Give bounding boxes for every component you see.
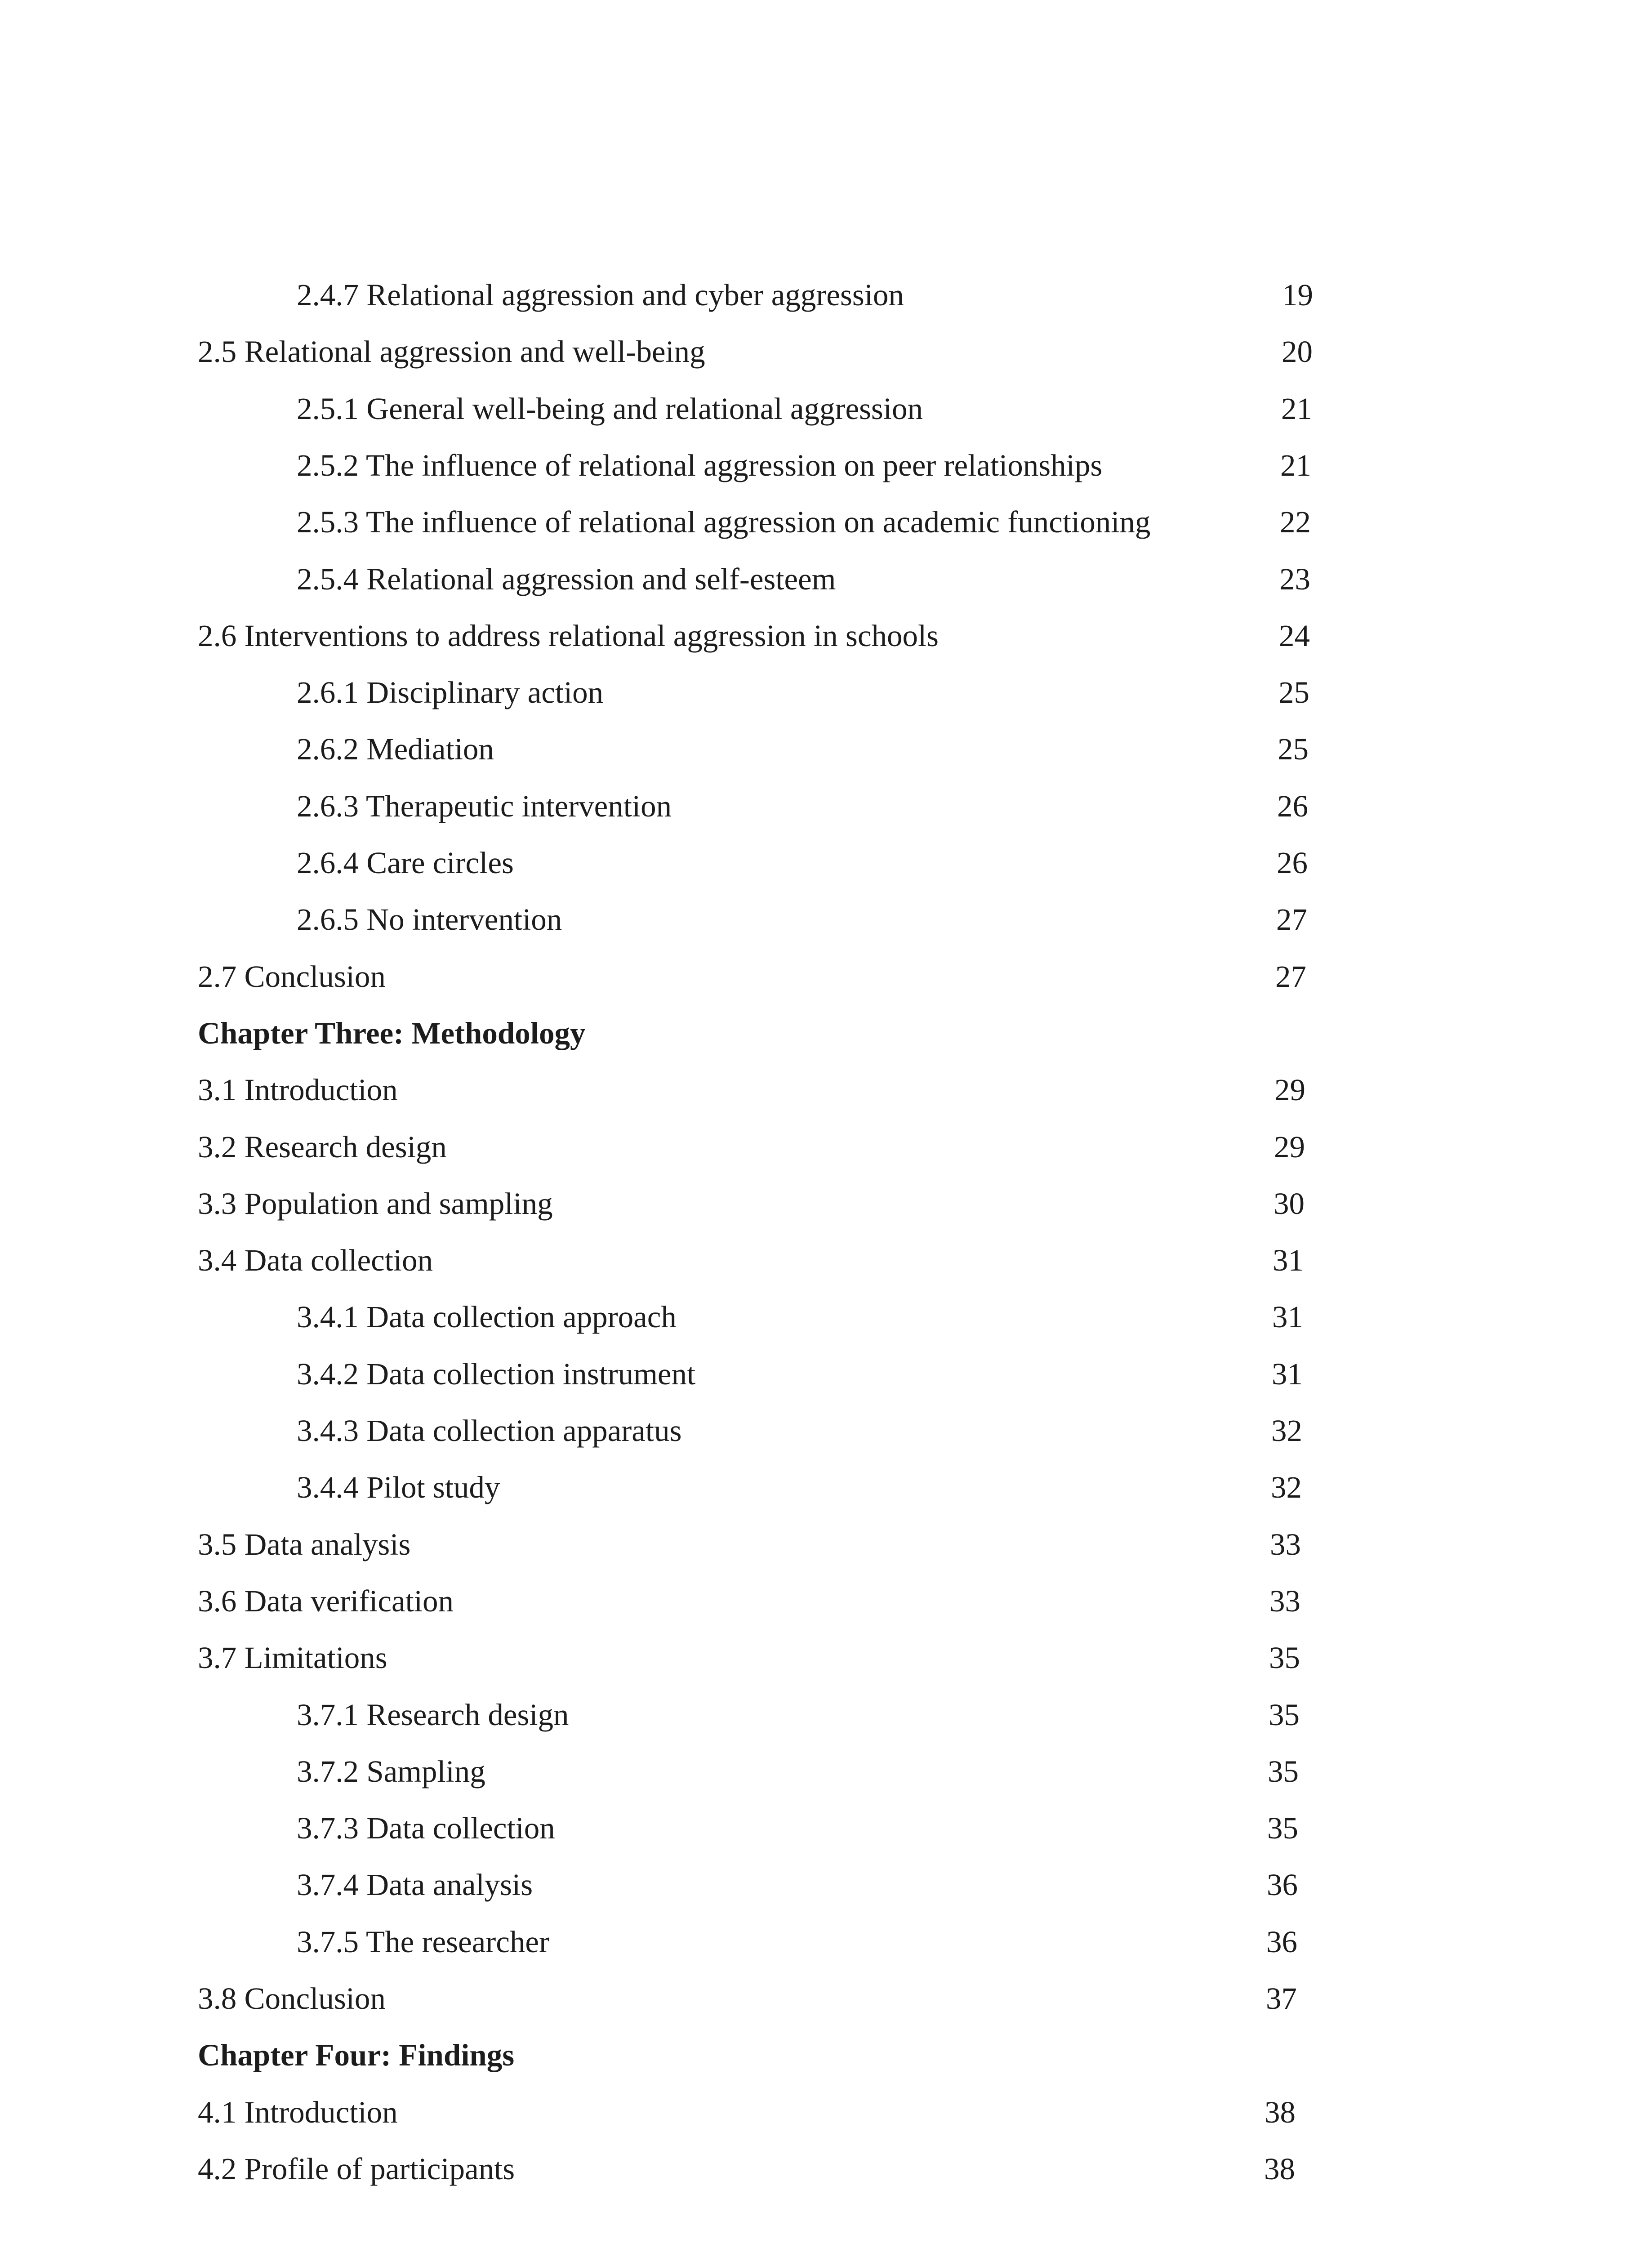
toc-entry-label: 3.7.1 Research design — [297, 1698, 569, 1732]
toc-page-number: 35 — [1269, 1698, 1300, 1732]
toc-page-number: 35 — [1268, 1754, 1299, 1789]
toc-entry-label: 2.5.3 The influence of relational aggression on academic functioning — [297, 505, 1151, 539]
toc-page-number: 31 — [1273, 1243, 1304, 1277]
toc-page-number: 30 — [1274, 1186, 1305, 1221]
toc-entry-label: 2.5.2 The influence of relational aggression on peer relationships — [297, 448, 1103, 482]
toc-entry-label: 2.5.4 Relational aggression and self-esteem — [297, 562, 836, 596]
toc-entry-label: 2.6.1 Disciplinary action — [297, 675, 604, 709]
toc-entry-label: 3.7 Limitations — [198, 1641, 387, 1675]
toc-entry-label: 3.8 Conclusion — [198, 1981, 386, 2016]
toc-entry-label: 3.1 Introduction — [198, 1073, 398, 1107]
toc-entry-label: 3.4.1 Data collection approach — [297, 1300, 677, 1334]
toc-page-number: 31 — [1272, 1357, 1303, 1391]
toc-page-number: 20 — [1282, 335, 1313, 369]
toc-entry-label: 3.7.2 Sampling — [297, 1754, 485, 1789]
toc-entry-label: 4.2 Profile of participants — [198, 2152, 515, 2186]
toc-entry-label: 2.6.3 Therapeutic intervention — [297, 789, 672, 823]
toc-entry-label: 2.7 Conclusion — [198, 959, 386, 994]
toc-entry-label: 3.7.5 The researcher — [297, 1925, 549, 1959]
toc-entry-label: 3.5 Data analysis — [198, 1527, 411, 1561]
toc-page-number: 23 — [1279, 562, 1310, 596]
toc-page-number: 33 — [1270, 1527, 1301, 1561]
toc-entry-label: 2.5 Relational aggression and well-being — [198, 335, 705, 369]
toc-entry-label: 3.4.2 Data collection instrument — [297, 1357, 696, 1391]
toc-page-number: 19 — [1282, 278, 1313, 312]
toc-entry-label: 3.4.4 Pilot study — [297, 1470, 500, 1504]
toc-page-number: 26 — [1277, 846, 1308, 880]
toc-page-number: 37 — [1266, 1981, 1297, 2016]
toc-page-number: 24 — [1279, 619, 1310, 653]
toc-entry-label: 3.7.3 Data collection — [297, 1811, 555, 1845]
toc-page-number: 36 — [1267, 1868, 1298, 1902]
toc-entry-label: 3.6 Data verification — [198, 1584, 454, 1618]
toc-page-number: 32 — [1271, 1414, 1302, 1448]
chapter-heading-label: Chapter Three: Methodology — [198, 1016, 586, 1050]
toc-page-number: 29 — [1274, 1130, 1305, 1164]
toc-entry-label: 2.4.7 Relational aggression and cyber aggression — [297, 278, 904, 312]
toc-page-number: 35 — [1269, 1641, 1300, 1675]
toc-entry-label: 3.4.3 Data collection apparatus — [297, 1414, 682, 1448]
toc-page-number: 27 — [1276, 902, 1307, 937]
chapter-heading-label: Chapter Four: Findings — [198, 2038, 515, 2072]
toc-page-number: 29 — [1274, 1073, 1305, 1107]
toc-entry-label: 2.6 Interventions to address relational aggression in schools — [198, 619, 939, 653]
toc-entry-label: 3.2 Research design — [198, 1130, 447, 1164]
toc-page-number: 27 — [1275, 959, 1306, 994]
toc-page-number: 22 — [1280, 505, 1311, 539]
toc-page-number: 21 — [1280, 448, 1311, 482]
toc-page-number: 36 — [1266, 1925, 1297, 1959]
toc-page-number: 38 — [1264, 2152, 1295, 2186]
toc-entry-label: 2.6.2 Mediation — [297, 732, 494, 766]
toc-entry-label: 2.6.5 No intervention — [297, 902, 562, 937]
toc-entry-label: 2.6.4 Care circles — [297, 846, 514, 880]
toc-page-number: 35 — [1267, 1811, 1298, 1845]
toc-page-number: 26 — [1277, 789, 1308, 823]
toc-page-number: 25 — [1278, 732, 1309, 766]
toc-page-number: 33 — [1269, 1584, 1300, 1618]
toc-page-number: 31 — [1272, 1300, 1303, 1334]
toc-entry-label: 3.7.4 Data analysis — [297, 1868, 533, 1902]
toc-page-number: 25 — [1278, 675, 1309, 709]
toc-entry-label: 3.3 Population and sampling — [198, 1186, 553, 1221]
toc-page-number: 32 — [1271, 1470, 1302, 1504]
toc-entry-label: 4.1 Introduction — [198, 2095, 398, 2129]
toc-page-number: 21 — [1281, 392, 1312, 426]
toc-entry-label: 3.4 Data collection — [198, 1243, 433, 1277]
toc-entry-label: 2.5.1 General well-being and relational aggression — [297, 392, 923, 426]
toc-page-number: 38 — [1265, 2095, 1296, 2129]
